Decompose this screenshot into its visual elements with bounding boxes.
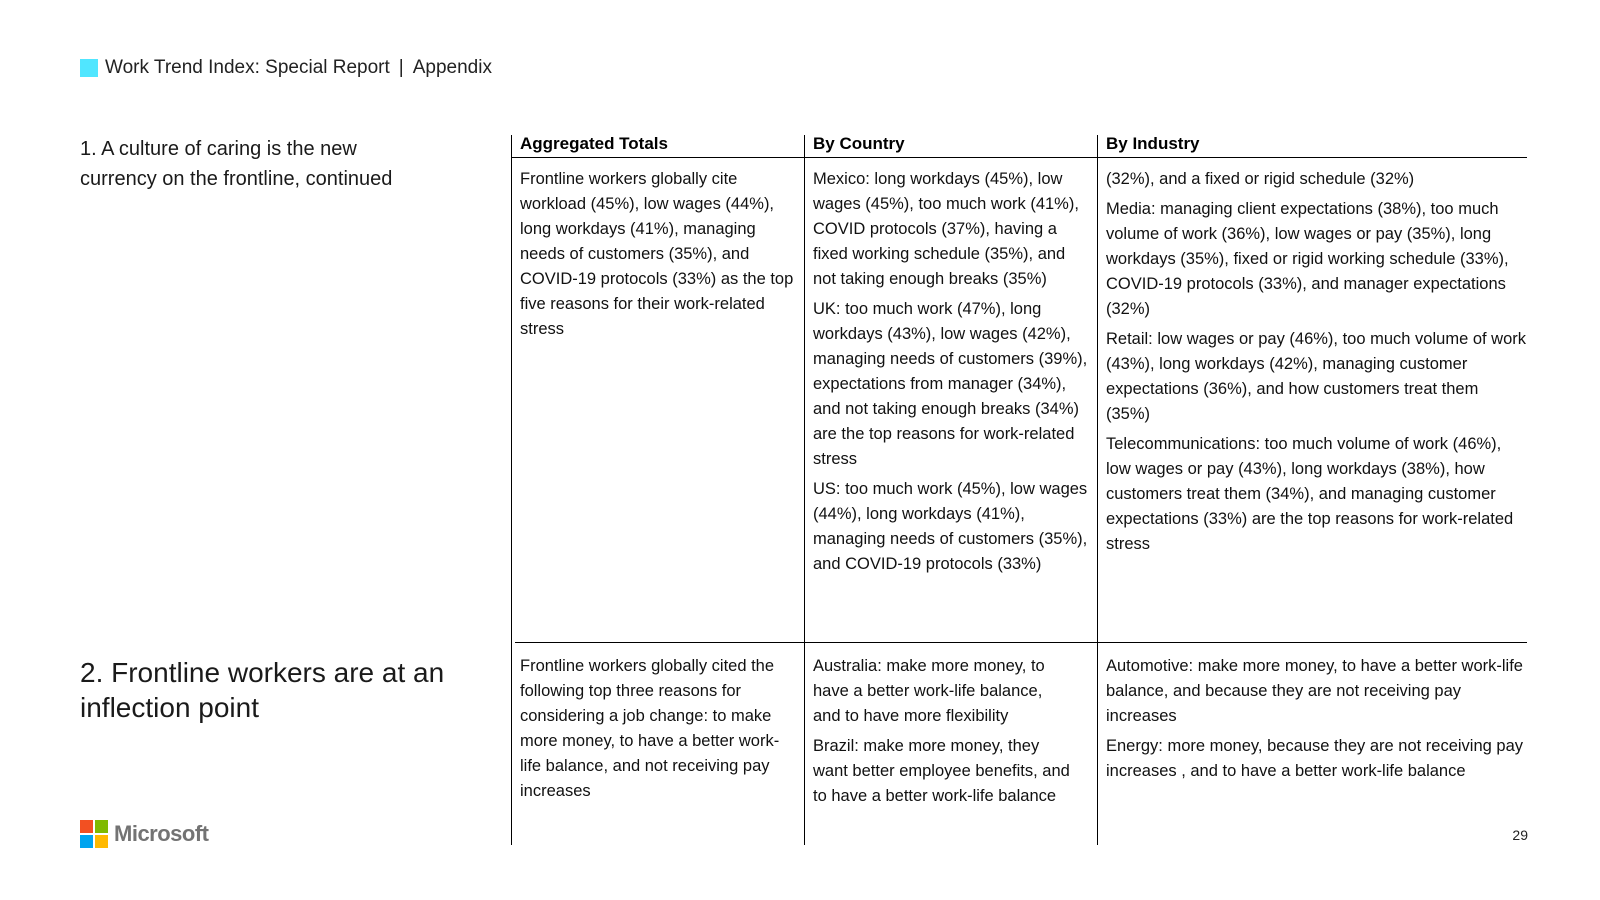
table-row-divider: [515, 642, 1527, 643]
row2-aggregated-text: Frontline workers globally cited the following top three reasons for considering a job change: to make more money, to have a better work-life balance, and not receiving pay increases: [520, 657, 780, 800]
row1-country-us: US: too much work (45%), low wages (44%), long workdays (41%), managing needs of customers (35%), and COVID-19 protocols (33%): [813, 480, 1088, 573]
row1-country-mexico: Mexico: long workdays (45%), low wages (45%), too much work (41%), COVID protocols (37%), having a fixed working schedule (35%), and not taking enough breaks (35%): [813, 170, 1079, 288]
row1-industry-retail: Retail: low wages or pay (46%), too much volume of work (43%), long workdays (42%), managing customer expectations (36%), and how customers treat them (35%): [1106, 330, 1527, 423]
microsoft-wordmark: Microsoft: [114, 821, 209, 846]
row1-country-uk: UK: too much work (47%), long workdays (43%), low wages (42%), managing needs of customers (39%), expectations from manager (34%), and not taking enough breaks (34%) are the top reasons for work-related stress: [813, 300, 1088, 468]
microsoft-logo-icon: [80, 820, 108, 848]
row1-industry-continued: (32%), and a fixed or rigid schedule (32%): [1106, 170, 1415, 188]
section-title-caring: 1. A culture of caring is the new currency on the frontline, continued: [80, 138, 393, 190]
row1-industry-media: Media: managing client expectations (38%), too much volume of work (36%), low wages or pay (35%), long workdays (35%), fixed or rigid working schedule (33%), COVID-19 protocols (33%), and manager expectations (32%): [1106, 200, 1509, 318]
microsoft-logo: [80, 820, 209, 848]
row2-country-australia: Australia: make more money, to have a better work-life balance, and to have more flexibility: [813, 657, 1045, 725]
row2-industry-automotive: Automotive: make more money, to have a better work-life balance, and because they are not receiving pay increases: [1106, 657, 1523, 725]
report-section: Appendix: [412, 57, 492, 78]
header-separator: |: [398, 57, 404, 78]
page-number: 29: [1512, 827, 1528, 843]
report-title: Work Trend Index: Special Report: [105, 57, 390, 78]
row1-industry-telecom: Telecommunications: too much volume of work (46%), low wages or pay (43%), long workdays (38%), how customers treat them (34%), and managing customer expectations (33%) are the top reasons for work-related stress: [1106, 435, 1514, 553]
table-header-rule: [511, 157, 1527, 158]
col-header-aggregated: Aggregated Totals: [520, 134, 668, 153]
row1-aggregated-text: Frontline workers globally cite workload (45%), low wages (44%), long workdays (41%), managing needs of customers (35%), and COVID-19 protocols (33%) as the top five reasons for their work-related stress: [520, 170, 794, 338]
col-header-country: By Country: [813, 134, 905, 153]
report-header: [80, 57, 492, 79]
row2-aggregated-cell: [520, 654, 790, 809]
table-col-divider-2: [1097, 135, 1098, 845]
table-left-border: [511, 135, 512, 845]
accent-square-icon: [80, 59, 98, 77]
row2-country-cell: [813, 654, 1073, 814]
col-header-industry: By Industry: [1106, 134, 1200, 153]
section-title-inflection: 2. Frontline workers are at an inflection point: [80, 657, 445, 723]
table-col-divider-1: [804, 135, 805, 845]
row2-industry-cell: [1106, 654, 1526, 789]
row2-industry-energy: Energy: more money, because they are not receiving pay increases , and to have a better work-life balance: [1106, 737, 1524, 780]
row1-aggregated-cell: [520, 167, 800, 347]
row1-country-cell: [813, 167, 1091, 582]
row2-country-brazil: Brazil: make more money, they want better employee benefits, and to have a better work-life balance: [813, 737, 1070, 805]
row1-industry-cell: [1106, 167, 1526, 562]
